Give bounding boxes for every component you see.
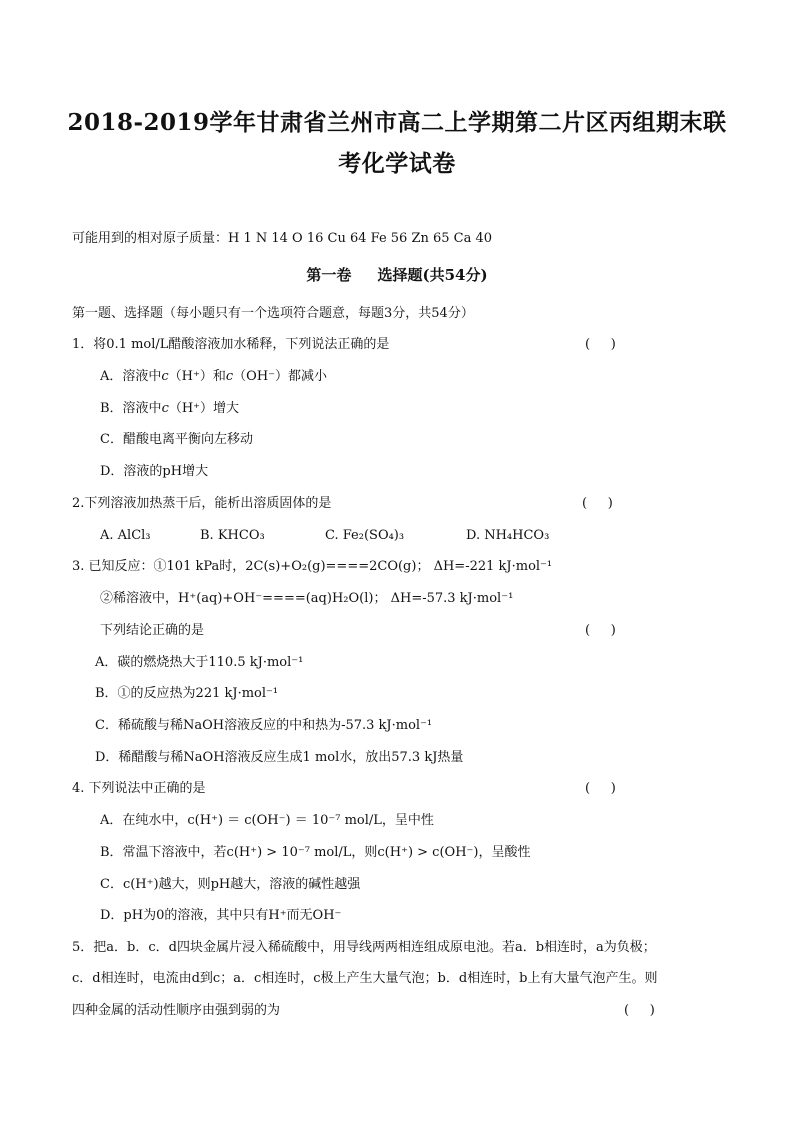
q5-stem-line3: 四种金属的活动性顺序由强到弱的为 [72,1003,281,1018]
q3-answer-paren: ( ) [585,623,616,638]
q5-stem-line2: c．d相连时，电流由d到c；a．c相连时，c极上产生大量气泡；b．d相连时，b上有大量气泡产生。则 [72,971,658,986]
q3-option-a: A．碳的燃烧热大于110.5 kJ·mol⁻¹ [95,655,304,670]
q1-option-c: C．醋酸电离平衡向左移动 [100,432,253,447]
q2-stem: 2.下列溶液加热蒸干后，能析出溶质固体的是 [72,496,332,511]
q3-stem-line3: 下列结论正确的是 [100,623,205,638]
q1-option-a-mid: （H⁺）和 [168,369,226,384]
part-instruction: 第一题、选择题（每小题只有一个选项符合题意，每题3分，共54分） [72,306,474,321]
q1-option-b-prefix: B．溶液中 [100,401,162,416]
q1-option-a-c2: c [225,369,234,384]
q2-option-b: B. KHCO₃ [200,528,265,543]
q5-answer-paren: ( ) [624,1003,655,1018]
q4-stem: 4. 下列说法中正确的是 [72,781,206,796]
q4-option-d: D．pH为0的溶液，其中只有H⁺而无OH⁻ [100,908,342,923]
q1-option-b [100,401,239,417]
q1-answer-paren: ( ) [585,337,616,352]
q1-option-a-end: （OH⁻）都减小 [233,369,328,384]
atomic-masses-note: 可能用到的相对原子质量：H 1 N 14 O 16 Cu 64 Fe 56 Zn 65 Ca 40 [72,231,493,246]
q5-stem-line1: 5．把a．b．c．d四块金属片浸入稀硫酸中，用导线两两相连组成原电池。若a．b相连时，a为负极； [72,940,656,955]
q1-stem: 1．将0.1 mol/L醋酸溶液加水稀释，下列说法正确的是 [72,337,390,352]
q1-option-b-c: c [161,401,169,416]
q3-stem-line1: 3. 已知反应：①101 kPa时，2C(s)+O₂(g)====2CO(g)； ΔH=-221 kJ·mol⁻¹ [72,559,553,574]
exam-title-line2: 考化学试卷 [338,150,456,177]
q3-option-d: D．稀醋酸与稀NaOH溶液反应生成1 mol水，放出57.3 kJ热量 [95,750,464,765]
q2-answer-paren: ( ) [582,496,613,511]
q1-option-a [100,369,327,385]
q4-option-a: A．在纯水中，c(H⁺) ＝ c(OH⁻) ＝ 10⁻⁷ mol/L，呈中性 [100,813,434,828]
q4-option-b: B．常温下溶液中，若c(H⁺) > 10⁻⁷ mol/L，则c(H⁺) > c(OH⁻)，呈酸性 [100,845,531,860]
q3-stem-line2: ②稀溶液中，H⁺(aq)+OH⁻====(aq)H₂O(l)； ΔH=-57.3 kJ·mol⁻¹ [100,591,514,606]
q1-option-a-c1: c [161,369,169,384]
q3-option-c: C．稀硫酸与稀NaOH溶液反应的中和热为-57.3 kJ·mol⁻¹ [95,718,433,733]
q4-answer-paren: ( ) [585,781,616,796]
section-title: 第一卷 选择题(共54分) [306,266,488,284]
q2-option-a: A. AlCl₃ [100,528,151,543]
q1-option-d: D．溶液的pH增大 [100,464,209,479]
q1-option-b-end: （H⁺）增大 [168,401,240,416]
q3-option-b: B．①的反应热为221 kJ·mol⁻¹ [95,686,279,701]
q4-option-c: C．c(H⁺)越大，则pH越大，溶液的碱性越强 [100,877,361,892]
q2-option-c: C. Fe₂(SO₄)₃ [325,528,405,543]
q1-option-a-prefix: A．溶液中 [100,369,162,384]
q2-option-d: D. NH₄HCO₃ [466,528,550,543]
exam-title-line1: 2018-2019学年甘肃省兰州市高二上学期第二片区丙组期末联 [67,109,727,136]
